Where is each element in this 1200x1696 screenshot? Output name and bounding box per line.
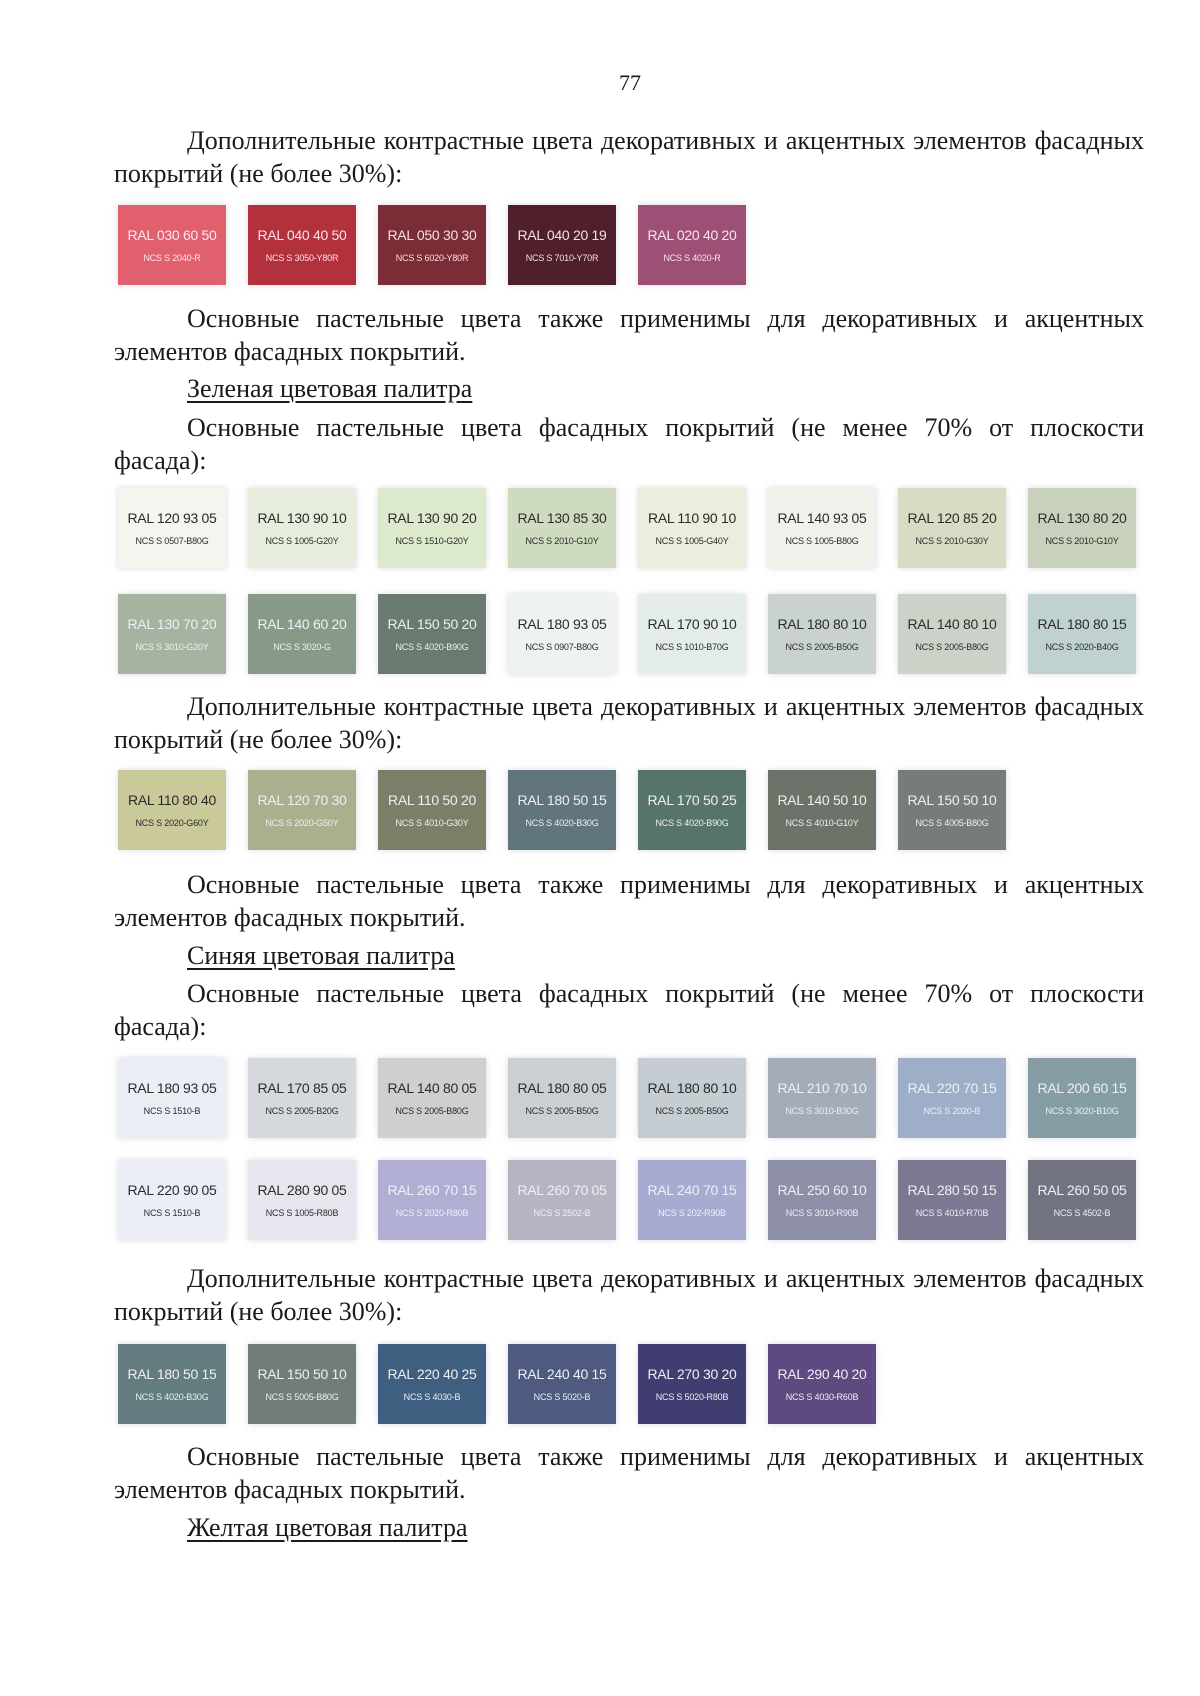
- ncs-code: NCS S 202-R90B: [658, 1208, 726, 1218]
- ral-code: RAL 170 50 25: [647, 792, 737, 808]
- paragraph-pastel-applicable: Основные пастельные цвета также применимы для декоративных и акцентных элементов фасадных покрытий.: [114, 304, 1144, 366]
- color-swatch: [118, 594, 226, 674]
- ral-code: RAL 130 80 20: [1037, 510, 1127, 526]
- color-swatch: [1028, 488, 1136, 568]
- color-swatch: [638, 1160, 746, 1240]
- ral-code: RAL 140 80 05: [387, 1080, 477, 1096]
- ncs-code: NCS S 5005-B80G: [265, 1392, 339, 1402]
- ral-code: RAL 110 80 40: [128, 792, 216, 808]
- swatch-row-blue-main-1: [118, 1058, 1136, 1138]
- ral-code: RAL 180 80 15: [1037, 616, 1127, 632]
- ncs-code: NCS S 2005-B50G: [785, 642, 859, 652]
- ral-code: RAL 140 60 20: [257, 616, 347, 632]
- ral-code: RAL 270 30 20: [647, 1366, 737, 1382]
- ral-code: RAL 170 90 10: [647, 616, 737, 632]
- ral-code: RAL 180 80 10: [777, 616, 867, 632]
- color-swatch: [248, 770, 356, 850]
- color-swatch: [378, 770, 486, 850]
- heading-yellow-palette: Желтая цветовая палитра: [187, 1513, 468, 1542]
- ral-code: RAL 220 40 25: [387, 1366, 477, 1382]
- ncs-code: NCS S 2010-G10Y: [1045, 536, 1119, 546]
- ncs-code: NCS S 4020-B90G: [655, 818, 729, 828]
- color-swatch: [638, 488, 746, 568]
- ncs-code: NCS S 2005-B20G: [265, 1106, 339, 1116]
- ral-code: RAL 040 20 19: [517, 227, 607, 243]
- heading-blue-palette: Синяя цветовая палитра: [187, 941, 455, 970]
- ncs-code: NCS S 3020-B10G: [1045, 1106, 1119, 1116]
- color-swatch: [118, 488, 226, 568]
- ncs-code: NCS S 2040-R: [143, 253, 201, 263]
- swatch-row-green-accent: [118, 770, 1006, 850]
- ral-code: RAL 180 80 05: [517, 1080, 607, 1096]
- color-swatch: [508, 488, 616, 568]
- ral-code: RAL 130 85 30: [517, 510, 607, 526]
- ncs-code: NCS S 2010-G30Y: [915, 536, 989, 546]
- ral-code: RAL 170 85 05: [257, 1080, 347, 1096]
- ncs-code: NCS S 7010-Y70R: [525, 253, 599, 263]
- heading-green-palette: Зеленая цветовая палитра: [187, 374, 473, 403]
- ral-code: RAL 180 50 15: [517, 792, 607, 808]
- ral-code: RAL 260 70 15: [387, 1182, 477, 1198]
- ral-code: RAL 260 70 05: [517, 1182, 607, 1198]
- ncs-code: NCS S 1005-G20Y: [265, 536, 339, 546]
- ral-code: RAL 120 93 05: [127, 510, 217, 526]
- paragraph-red-accent: Дополнительные контрастные цвета декоративных и акцентных элементов фасадных покрытий (не более 30%):: [114, 126, 1144, 188]
- swatch-row-red-accent: [118, 205, 746, 285]
- ral-code: RAL 210 70 10: [777, 1080, 867, 1096]
- ncs-code: NCS S 3010-G20Y: [135, 642, 209, 652]
- ral-code: RAL 140 93 05: [777, 510, 867, 526]
- ncs-code: NCS S 1510-B: [143, 1208, 201, 1218]
- color-swatch: [638, 594, 746, 674]
- ral-code: RAL 180 93 05: [517, 616, 607, 632]
- ral-code: RAL 020 40 20: [647, 227, 737, 243]
- ncs-code: NCS S 4030-R60B: [785, 1392, 859, 1402]
- paragraph-green-accent: Дополнительные контрастные цвета декоративных и акцентных элементов фасадных покрытий (не более 30%):: [114, 692, 1144, 754]
- ral-code: RAL 280 90 05: [257, 1182, 347, 1198]
- ral-code: RAL 150 50 20: [387, 616, 477, 632]
- ral-code: RAL 130 70 20: [127, 616, 217, 632]
- ncs-code: NCS S 2005-B80G: [395, 1106, 469, 1116]
- ncs-code: NCS S 2020-G60Y: [135, 818, 209, 828]
- swatch-row-blue-main-2: [118, 1160, 1136, 1240]
- ral-code: RAL 110 50 20: [388, 792, 476, 808]
- color-swatch: [378, 1344, 486, 1424]
- ral-code: RAL 120 70 30: [257, 792, 347, 808]
- ncs-code: NCS S 4020-B30G: [135, 1392, 209, 1402]
- color-swatch: [118, 205, 226, 285]
- ncs-code: NCS S 3020-G: [273, 642, 331, 652]
- ral-code: RAL 240 70 15: [647, 1182, 737, 1198]
- ral-code: RAL 220 90 05: [127, 1182, 217, 1198]
- color-swatch: [248, 1058, 356, 1138]
- color-swatch: [638, 205, 746, 285]
- ncs-code: NCS S 3010-B30G: [785, 1106, 859, 1116]
- ncs-code: NCS S 1010-B70G: [655, 642, 729, 652]
- ncs-code: NCS S 2005-B50G: [525, 1106, 599, 1116]
- swatch-row-green-main-2: [118, 594, 1136, 674]
- ral-code: RAL 260 50 05: [1037, 1182, 1127, 1198]
- paragraph-green-pastel-applicable: Основные пастельные цвета также применимы для декоративных и акцентных элементов фасадных покрытий.: [114, 870, 1144, 932]
- ral-code: RAL 240 40 15: [517, 1366, 607, 1382]
- color-swatch: [508, 1058, 616, 1138]
- ral-code: RAL 120 85 20: [907, 510, 997, 526]
- ncs-code: NCS S 4005-B80G: [915, 818, 989, 828]
- swatch-row-blue-accent: [118, 1344, 876, 1424]
- color-swatch: [118, 1160, 226, 1240]
- color-swatch: [768, 488, 876, 568]
- ncs-code: NCS S 2010-G10Y: [525, 536, 599, 546]
- ral-code: RAL 250 60 10: [777, 1182, 867, 1198]
- color-swatch: [1028, 594, 1136, 674]
- color-swatch: [508, 770, 616, 850]
- color-swatch: [248, 205, 356, 285]
- ral-code: RAL 110 90 10: [648, 510, 736, 526]
- ncs-code: NCS S 4010-G10Y: [785, 818, 859, 828]
- color-swatch: [508, 594, 616, 674]
- ncs-code: NCS S 2020-R80B: [395, 1208, 469, 1218]
- ncs-code: NCS S 5020-B: [533, 1392, 591, 1402]
- swatch-row-green-main-1: [118, 488, 1136, 568]
- ral-code: RAL 280 50 15: [907, 1182, 997, 1198]
- ncs-code: NCS S 0507-B80G: [135, 536, 209, 546]
- color-swatch: [378, 205, 486, 285]
- ncs-code: NCS S 4502-B: [1053, 1208, 1111, 1218]
- ncs-code: NCS S 1005-B80G: [785, 536, 859, 546]
- color-swatch: [248, 488, 356, 568]
- ral-code: RAL 220 70 15: [907, 1080, 997, 1096]
- color-swatch: [768, 1344, 876, 1424]
- color-swatch: [638, 1344, 746, 1424]
- color-swatch: [248, 1160, 356, 1240]
- color-swatch: [118, 1058, 226, 1138]
- color-swatch: [378, 1160, 486, 1240]
- ral-code: RAL 150 50 10: [907, 792, 997, 808]
- ncs-code: NCS S 6020-Y80R: [395, 253, 469, 263]
- color-swatch: [508, 1344, 616, 1424]
- ncs-code: NCS S 5020-R80B: [655, 1392, 729, 1402]
- ncs-code: NCS S 2005-B80G: [915, 642, 989, 652]
- paragraph-blue-pastel-applicable: Основные пастельные цвета также применимы для декоративных и акцентных элементов фасадных покрытий.: [114, 1442, 1144, 1504]
- ncs-code: NCS S 1005-G40Y: [655, 536, 729, 546]
- color-swatch: [898, 1160, 1006, 1240]
- color-swatch: [118, 1344, 226, 1424]
- ral-code: RAL 180 80 10: [647, 1080, 737, 1096]
- ncs-code: NCS S 2020-B: [923, 1106, 981, 1116]
- color-swatch: [248, 1344, 356, 1424]
- ral-code: RAL 180 93 05: [127, 1080, 217, 1096]
- color-swatch: [638, 1058, 746, 1138]
- color-swatch: [768, 1160, 876, 1240]
- ncs-code: NCS S 2005-B50G: [655, 1106, 729, 1116]
- ral-code: RAL 030 60 50: [127, 227, 217, 243]
- color-swatch: [768, 1058, 876, 1138]
- ncs-code: NCS S 0907-B80G: [525, 642, 599, 652]
- paragraph-blue-accent: Дополнительные контрастные цвета декоративных и акцентных элементов фасадных покрытий (не более 30%):: [114, 1264, 1144, 1326]
- paragraph-blue-main: Основные пастельные цвета фасадных покрытий (не менее 70% от плоскости фасада):: [114, 979, 1144, 1041]
- ncs-code: NCS S 4010-G30Y: [395, 818, 469, 828]
- ral-code: RAL 180 50 15: [127, 1366, 217, 1382]
- ral-code: RAL 040 40 50: [257, 227, 347, 243]
- ncs-code: NCS S 2020-G50Y: [265, 818, 339, 828]
- color-swatch: [248, 594, 356, 674]
- color-swatch: [378, 1058, 486, 1138]
- page-number: 77: [619, 70, 641, 95]
- color-swatch: [508, 205, 616, 285]
- ral-code: RAL 150 50 10: [257, 1366, 347, 1382]
- color-swatch: [898, 1058, 1006, 1138]
- ncs-code: NCS S 4010-R70B: [915, 1208, 989, 1218]
- ral-code: RAL 290 40 20: [777, 1366, 867, 1382]
- color-swatch: [508, 1160, 616, 1240]
- color-swatch: [898, 594, 1006, 674]
- ral-code: RAL 130 90 20: [387, 510, 477, 526]
- ncs-code: NCS S 4030-B: [403, 1392, 461, 1402]
- ncs-code: NCS S 4020-B30G: [525, 818, 599, 828]
- color-swatch: [1028, 1058, 1136, 1138]
- color-swatch: [768, 770, 876, 850]
- color-swatch: [768, 594, 876, 674]
- ncs-code: NCS S 4020-B90G: [395, 642, 469, 652]
- ral-code: RAL 130 90 10: [257, 510, 347, 526]
- ncs-code: NCS S 2502-B: [533, 1208, 591, 1218]
- ncs-code: NCS S 1005-R80B: [265, 1208, 339, 1218]
- ncs-code: NCS S 3050-Y80R: [265, 253, 339, 263]
- ncs-code: NCS S 4020-R: [663, 253, 721, 263]
- ncs-code: NCS S 1510-B: [143, 1106, 201, 1116]
- color-swatch: [118, 770, 226, 850]
- color-swatch: [898, 488, 1006, 568]
- color-swatch: [1028, 1160, 1136, 1240]
- color-swatch: [638, 770, 746, 850]
- ncs-code: NCS S 1510-G20Y: [395, 536, 469, 546]
- ncs-code: NCS S 3010-R90B: [785, 1208, 859, 1218]
- color-swatch: [378, 594, 486, 674]
- ral-code: RAL 140 80 10: [907, 616, 997, 632]
- ncs-code: NCS S 2020-B40G: [1045, 642, 1119, 652]
- ral-code: RAL 200 60 15: [1037, 1080, 1127, 1096]
- ral-code: RAL 140 50 10: [777, 792, 867, 808]
- color-swatch: [898, 770, 1006, 850]
- paragraph-green-main: Основные пастельные цвета фасадных покрытий (не менее 70% от плоскости фасада):: [114, 413, 1144, 475]
- color-swatch: [378, 488, 486, 568]
- ral-code: RAL 050 30 30: [387, 227, 477, 243]
